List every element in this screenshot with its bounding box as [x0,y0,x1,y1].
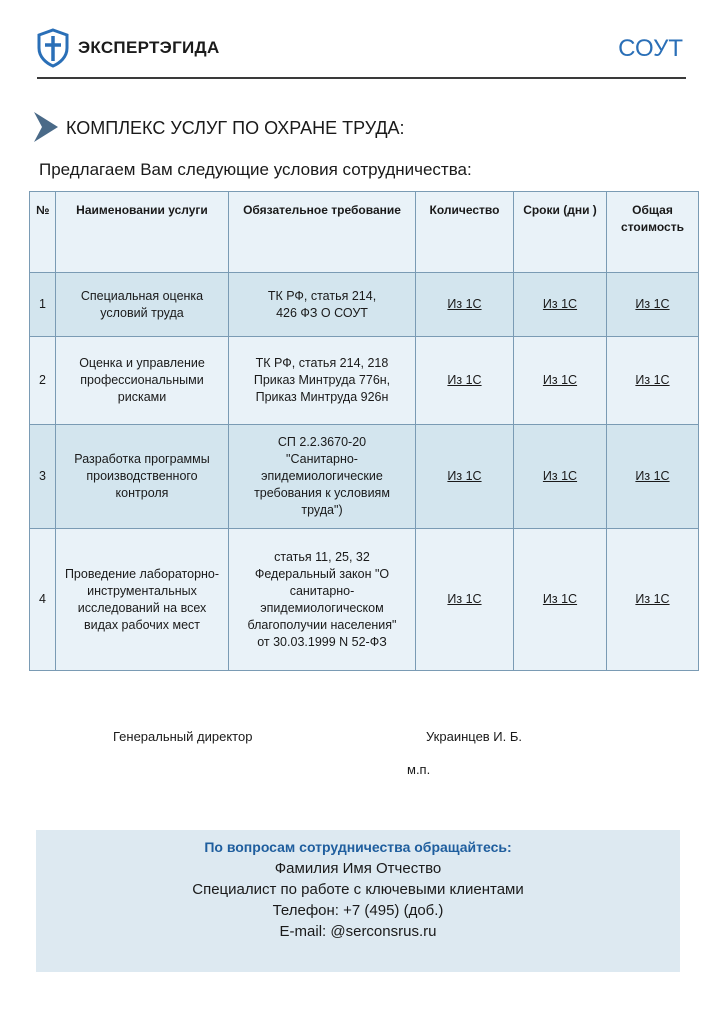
column-header-term: Сроки (дни ) [514,192,607,273]
table-header-row [30,192,699,273]
column-header-service: Наименовании услуги [56,192,229,273]
service-name: Разработка программы производственного контроля [56,425,229,529]
signature-role: Генеральный директор [113,729,253,744]
services-table [29,191,699,671]
term-link[interactable]: Из 1С [514,529,607,671]
row-number: 3 [30,425,56,529]
cost-link[interactable]: Из 1С [607,425,699,529]
chevron-right-icon [34,112,58,142]
quantity-link[interactable]: Из 1С [416,529,514,671]
column-header-requirement: Обязательное требование [229,192,416,273]
service-name: Специальная оценка условий труда [56,273,229,337]
requirement: статья 11, 25, 32 Федеральный закон "О санитарно- эпидемиологическом благополучии населения" от 30.03.1999 N 52-ФЗ [229,529,416,671]
table-row [30,529,699,671]
contact-email: E-mail: @serconsrus.ru [279,923,437,940]
table-row [30,425,699,529]
column-header-num: № [30,192,56,273]
term-link[interactable]: Из 1С [514,337,607,425]
row-number: 2 [30,337,56,425]
contact-person: Фамилия Имя Отчество [274,860,442,877]
term-link[interactable]: Из 1С [514,425,607,529]
brand-name: ЭКСПЕРТЭГИДА [78,38,220,57]
column-header-cost: Общая стоимость [607,192,699,273]
contact-position: Специалист по работе с ключевыми клиентами [192,881,524,898]
quantity-link[interactable]: Из 1С [416,425,514,529]
requirement: ТК РФ, статья 214, 426 ФЗ О СОУТ [229,273,416,337]
header-tag: СОУТ [618,35,683,62]
table-row [30,337,699,425]
contact-heading: По вопросам сотрудничества обращайтесь: [204,839,512,855]
table-row [30,273,699,337]
contact-phone: Телефон: +7 (495) (доб.) [272,902,444,919]
cost-link[interactable]: Из 1С [607,337,699,425]
service-name: Оценка и управление профессиональными рисками [56,337,229,425]
cost-link[interactable]: Из 1С [607,529,699,671]
row-number: 4 [30,529,56,671]
cost-link[interactable]: Из 1С [607,273,699,337]
requirement: ТК РФ, статья 214, 218 Приказ Минтруда 776н, Приказ Минтруда 926н [229,337,416,425]
row-number: 1 [30,273,56,337]
stamp-placeholder: м.п. [407,762,431,777]
shield-cross-icon [36,28,70,68]
column-header-quantity: Количество [416,192,514,273]
term-link[interactable]: Из 1С [514,273,607,337]
section-title: КОМПЛЕКС УСЛУГ ПО ОХРАНЕ ТРУДА: [66,118,405,138]
intro-text: Предлагаем Вам следующие условия сотрудничества: [39,160,472,179]
requirement: СП 2.2.3670-20 "Санитарно- эпидемиологические требования к условиям труда") [229,425,416,529]
quantity-link[interactable]: Из 1С [416,273,514,337]
contact-box [36,830,680,972]
signature-name: Украинцев И. Б. [426,729,523,744]
quantity-link[interactable]: Из 1С [416,337,514,425]
brand-logo [36,28,220,68]
service-name: Проведение лабораторно-инструментальных исследований на всех видах рабочих мест [56,529,229,671]
header-divider [37,77,686,79]
